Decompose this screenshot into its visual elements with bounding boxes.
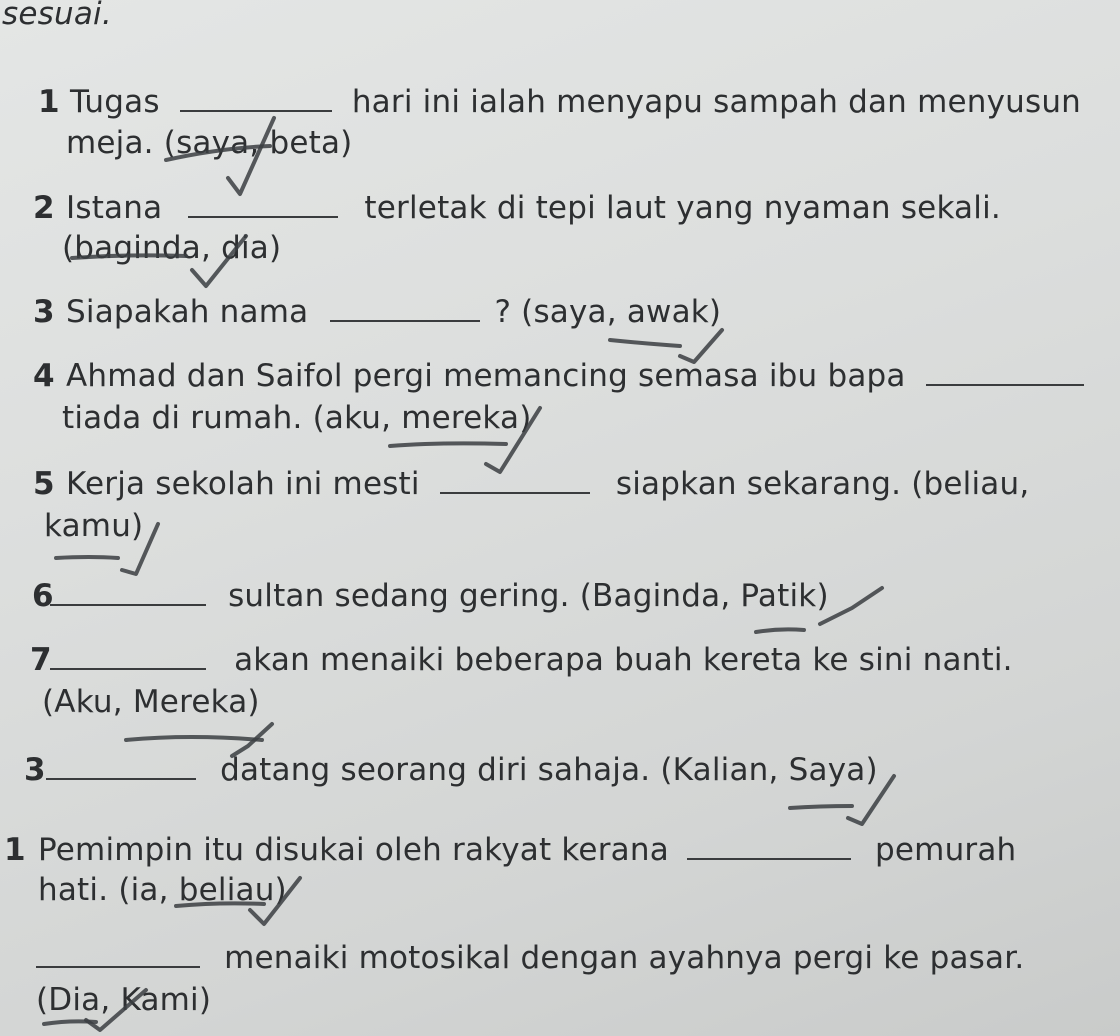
question-text: (Dia, Kami) xyxy=(36,982,212,1018)
header-partial-text: sesuai. xyxy=(2,0,112,32)
answer-blank[interactable] xyxy=(36,940,200,968)
question-text: Pemimpin itu disukai oleh rakyat kerana xyxy=(38,832,669,868)
question-text: kamu) xyxy=(44,508,144,544)
question-text: pemurah xyxy=(875,832,1017,868)
question-text: Kerja sekolah ini mesti xyxy=(66,466,420,502)
question-number: 4 xyxy=(33,358,55,394)
answer-blank[interactable] xyxy=(180,84,332,112)
answer-blank[interactable] xyxy=(330,294,480,322)
question-2-line-1 xyxy=(66,190,1001,226)
question-8-line-1 xyxy=(46,752,878,788)
underline-mark xyxy=(756,629,804,632)
question-text: tiada di rumah. (aku, mereka) xyxy=(62,400,532,436)
underline-mark xyxy=(44,1021,96,1024)
question-text: datang seorang diri sahaja. (Kalian, Saya) xyxy=(220,752,878,788)
question-text: sultan sedang gering. (Baginda, Patik) xyxy=(228,578,829,614)
question-10-line-1 xyxy=(36,940,1024,976)
question-number: 2 xyxy=(33,190,55,226)
underline-mark xyxy=(126,737,262,740)
question-text: siapkan sekarang. (beliau, xyxy=(615,466,1030,502)
question-6-line-1 xyxy=(50,578,829,614)
underline-mark xyxy=(610,340,680,346)
question-number: 7 xyxy=(30,642,52,678)
tick-mark xyxy=(820,588,882,624)
question-number: 6 xyxy=(32,578,54,614)
question-text: hari ini ialah menyapu sampah dan menyusun xyxy=(351,84,1082,120)
question-1-line-1 xyxy=(70,84,1081,120)
question-text: menaiki motosikal dengan ayahnya pergi ke pasar. xyxy=(224,940,1025,976)
question-text: (baginda, dia) xyxy=(62,230,282,266)
answer-blank[interactable] xyxy=(50,578,206,606)
underline-mark xyxy=(56,557,118,558)
question-text: akan menaiki beberapa buah kereta ke sini nanti. xyxy=(234,642,1013,678)
question-text: meja. (saya, beta) xyxy=(66,125,353,161)
question-number: 3 xyxy=(24,752,46,788)
question-text: Ahmad dan Saifol pergi memancing semasa ibu bapa xyxy=(66,358,906,394)
question-number: 1 xyxy=(4,832,26,868)
question-text: hati. (ia, beliau) xyxy=(38,872,287,908)
answer-blank[interactable] xyxy=(440,466,590,494)
question-text: (Aku, Mereka) xyxy=(42,684,260,720)
question-3-line-1 xyxy=(66,294,721,330)
underline-mark xyxy=(390,443,506,446)
question-text: terletak di tepi laut yang nyaman sekali. xyxy=(364,190,1001,226)
answer-blank[interactable] xyxy=(926,358,1084,386)
question-number: 5 xyxy=(33,466,55,502)
question-number: 3 xyxy=(33,294,55,330)
answer-blank[interactable] xyxy=(46,752,196,780)
underline-mark xyxy=(790,806,852,808)
question-number: 1 xyxy=(38,84,60,120)
question-7-line-1 xyxy=(50,642,1013,678)
question-text: Istana xyxy=(66,190,163,226)
question-text: ? (saya, awak) xyxy=(494,294,722,330)
question-text: Siapakah nama xyxy=(66,294,309,330)
answer-blank[interactable] xyxy=(687,832,851,860)
question-5-line-1 xyxy=(66,466,1029,502)
answer-blank[interactable] xyxy=(50,642,206,670)
question-text: Tugas xyxy=(70,84,160,120)
question-4-line-1 xyxy=(66,358,1084,394)
answer-blank[interactable] xyxy=(188,190,338,218)
question-9-line-1 xyxy=(38,832,1016,868)
